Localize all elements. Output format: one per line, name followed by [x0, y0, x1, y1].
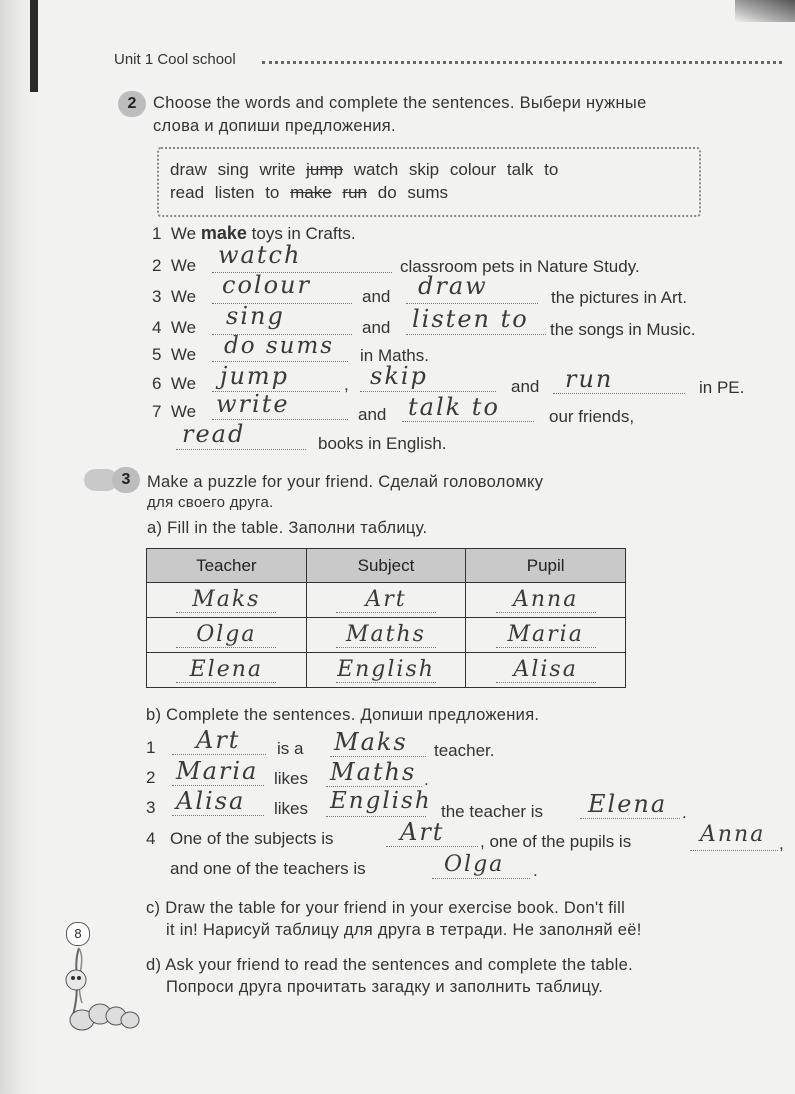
answer-skip: skip: [370, 362, 428, 390]
b4-answer-anna: Anna: [700, 822, 766, 847]
word-bank-word: run: [342, 183, 367, 202]
word-bank-row-1: [170, 160, 558, 180]
exercise-2-badge: 2: [118, 91, 146, 117]
blank-line: [326, 786, 422, 787]
word-bank-word: sing: [217, 160, 249, 179]
b3-answer-alisa: Alisa: [176, 787, 246, 815]
word-bank-word: colour: [449, 160, 497, 179]
word-bank-word: watch: [353, 160, 399, 179]
word-bank-word: jump: [306, 160, 344, 179]
blank-line: [172, 815, 264, 816]
word-bank-box: [157, 147, 701, 217]
answer-make: make: [200, 223, 247, 243]
blank-line: [690, 850, 778, 851]
table-row: [147, 583, 626, 618]
ex2-instruction-2: слова и допиши предложения.: [153, 117, 396, 135]
b-sentence-2-number: 2: [146, 768, 156, 787]
answer-talk-to: talk to: [408, 393, 500, 421]
word-bank-row-2: [170, 183, 448, 203]
ex3-part-c-line-1: c) Draw the table for your friend in your exercise book. Don't fill: [146, 899, 626, 917]
blank-line: [386, 846, 478, 847]
sentence-7-rest-2: books in English.: [318, 434, 447, 453]
and-word: and: [358, 405, 387, 424]
sentence-7-label: 7 We: [152, 402, 197, 421]
word-bank-word: draw: [170, 160, 207, 179]
table-cell: Art: [336, 587, 436, 613]
table-row: [147, 653, 626, 688]
blank-line: [406, 303, 538, 304]
sentence-2-label: 2 We: [152, 256, 197, 275]
scan-corner-shadow: [735, 0, 795, 22]
b4-answer-art: Art: [400, 818, 445, 846]
scan-binding-mark: [30, 0, 38, 92]
answer-do-sums: do sums: [224, 333, 335, 359]
table-row: [147, 618, 626, 653]
answer-run: run: [565, 365, 614, 393]
puzzle-table: [146, 548, 626, 688]
ex3-part-d-line-2: Попроси друга прочитать загадку и заполнить таблицу.: [166, 978, 604, 996]
ex3-part-c-line-2: it in! Нарисуй таблицу для друга в тетради. Не заполняй её!: [166, 921, 642, 939]
b3-answer-elena: Elena: [588, 790, 668, 818]
b4-text-5: .: [533, 861, 538, 880]
word-bank-word: sums: [407, 183, 449, 202]
table-cell: Olga: [176, 622, 276, 648]
answer-listen-to: listen to: [412, 305, 529, 333]
blank-line: [172, 754, 266, 755]
sentence-6-label: 6 We: [152, 374, 197, 393]
table-cell: Alisa: [496, 657, 596, 683]
blank-line: [553, 393, 685, 394]
ex3-instruction-1: Make a puzzle for your friend. Сделай головоломку: [147, 473, 544, 491]
sentence-4-label: 4 We: [152, 318, 197, 337]
answer-draw: draw: [418, 272, 488, 300]
ex3-part-b-label: b) Complete the sentences. Допиши предложения.: [146, 706, 540, 724]
column-header-subject: Subject: [306, 549, 466, 583]
sentence-4-rest: the songs in Music.: [550, 320, 696, 339]
answer-colour: colour: [222, 271, 311, 299]
word-bank-word: write: [259, 160, 296, 179]
b-sentence-3-number: 3: [146, 798, 156, 817]
b3-text-3: .: [682, 803, 687, 822]
word-bank-word: to: [265, 183, 280, 202]
table-cell: Maths: [336, 622, 436, 648]
answer-jump: jump: [220, 362, 290, 390]
b4-text-3: ,: [779, 834, 784, 853]
table-header-row: [147, 549, 626, 583]
blank-line: [360, 391, 496, 392]
and-word: and: [362, 318, 391, 337]
table-cell: Maria: [496, 622, 596, 648]
column-header-pupil: Pupil: [466, 549, 626, 583]
b1-text-2: teacher.: [434, 741, 495, 760]
b-sentence-1-number: 1: [146, 738, 156, 757]
word-bank-word: talk: [506, 160, 534, 179]
ex2-instruction-1: Choose the words and complete the sentences. Выбери нужные: [153, 94, 647, 112]
ex3-part-d-line-1: d) Ask your friend to read the sentences and complete the table.: [146, 956, 633, 974]
blank-line: [406, 334, 546, 335]
b1-text-1: is a: [277, 739, 304, 758]
exercise-3-badge: 3: [112, 467, 140, 493]
ex3-instruction-2: для своего друга.: [147, 494, 274, 511]
sentence-6-rest: in PE.: [699, 378, 745, 397]
b1-answer-art: Art: [196, 726, 241, 754]
and-word: and: [511, 377, 540, 396]
b-sentence-4-number: 4: [146, 829, 156, 848]
header-dotted-rule: [262, 61, 782, 64]
sentence-3-label: 3 We: [152, 287, 197, 306]
sentence-5-label: 5 We: [152, 345, 197, 364]
b1-answer-maks: Maks: [334, 728, 408, 756]
b4-text-2: , one of the pupils is: [480, 832, 632, 851]
b4-answer-olga: Olga: [444, 852, 505, 877]
answer-sing: sing: [226, 302, 285, 330]
b2-answer-maria: Maria: [176, 757, 259, 785]
unit-header: Unit 1 Cool school: [114, 51, 236, 68]
word-bank-word: make: [290, 183, 332, 202]
ex3-part-a-label: a) Fill in the table. Заполни таблицу.: [147, 519, 428, 537]
blank-line: [402, 421, 534, 422]
sentence-1: 1 We make toys in Crafts.: [152, 223, 356, 243]
word-bank-word: to: [544, 160, 559, 179]
sentence-7-rest: our friends,: [549, 407, 635, 426]
b3-text-1: likes: [274, 799, 309, 818]
word-bank-word: do: [377, 183, 397, 202]
b4-text-1: One of the subjects is: [170, 829, 334, 848]
answer-read: read: [182, 420, 246, 448]
sentence-5-rest: in Maths.: [360, 346, 429, 365]
b2-text-2: .: [424, 770, 429, 789]
sentence-2-rest: classroom pets in Nature Study.: [400, 257, 640, 276]
blank-line: [326, 816, 426, 817]
b2-text-1: likes: [274, 769, 309, 788]
and-word: and: [362, 287, 391, 306]
b3-answer-english: English: [330, 788, 432, 814]
b2-answer-maths: Maths: [330, 758, 417, 786]
blank-line: [176, 449, 306, 450]
comma: ,: [344, 375, 349, 394]
answer-write: write: [216, 390, 290, 418]
table-cell: Maks: [176, 587, 276, 613]
answer-watch: watch: [218, 241, 302, 269]
table-cell: Elena: [176, 657, 276, 683]
word-bank-word: read: [170, 183, 205, 202]
blank-line: [330, 756, 426, 757]
table-cell: Anna: [496, 587, 596, 613]
word-bank-word: skip: [408, 160, 440, 179]
table-cell: English: [337, 657, 435, 682]
blank-line: [172, 785, 264, 786]
word-bank-word: listen: [214, 183, 255, 202]
scan-shadow: [0, 0, 38, 1094]
blank-line: [580, 818, 680, 819]
page-number: 8: [66, 922, 90, 946]
blank-line: [432, 878, 530, 879]
sentence-3-rest: the pictures in Art.: [551, 288, 688, 307]
b3-text-2: the teacher is: [441, 802, 544, 821]
column-header-teacher: Teacher: [147, 549, 307, 583]
b4-text-4: and one of the teachers is: [170, 859, 366, 878]
